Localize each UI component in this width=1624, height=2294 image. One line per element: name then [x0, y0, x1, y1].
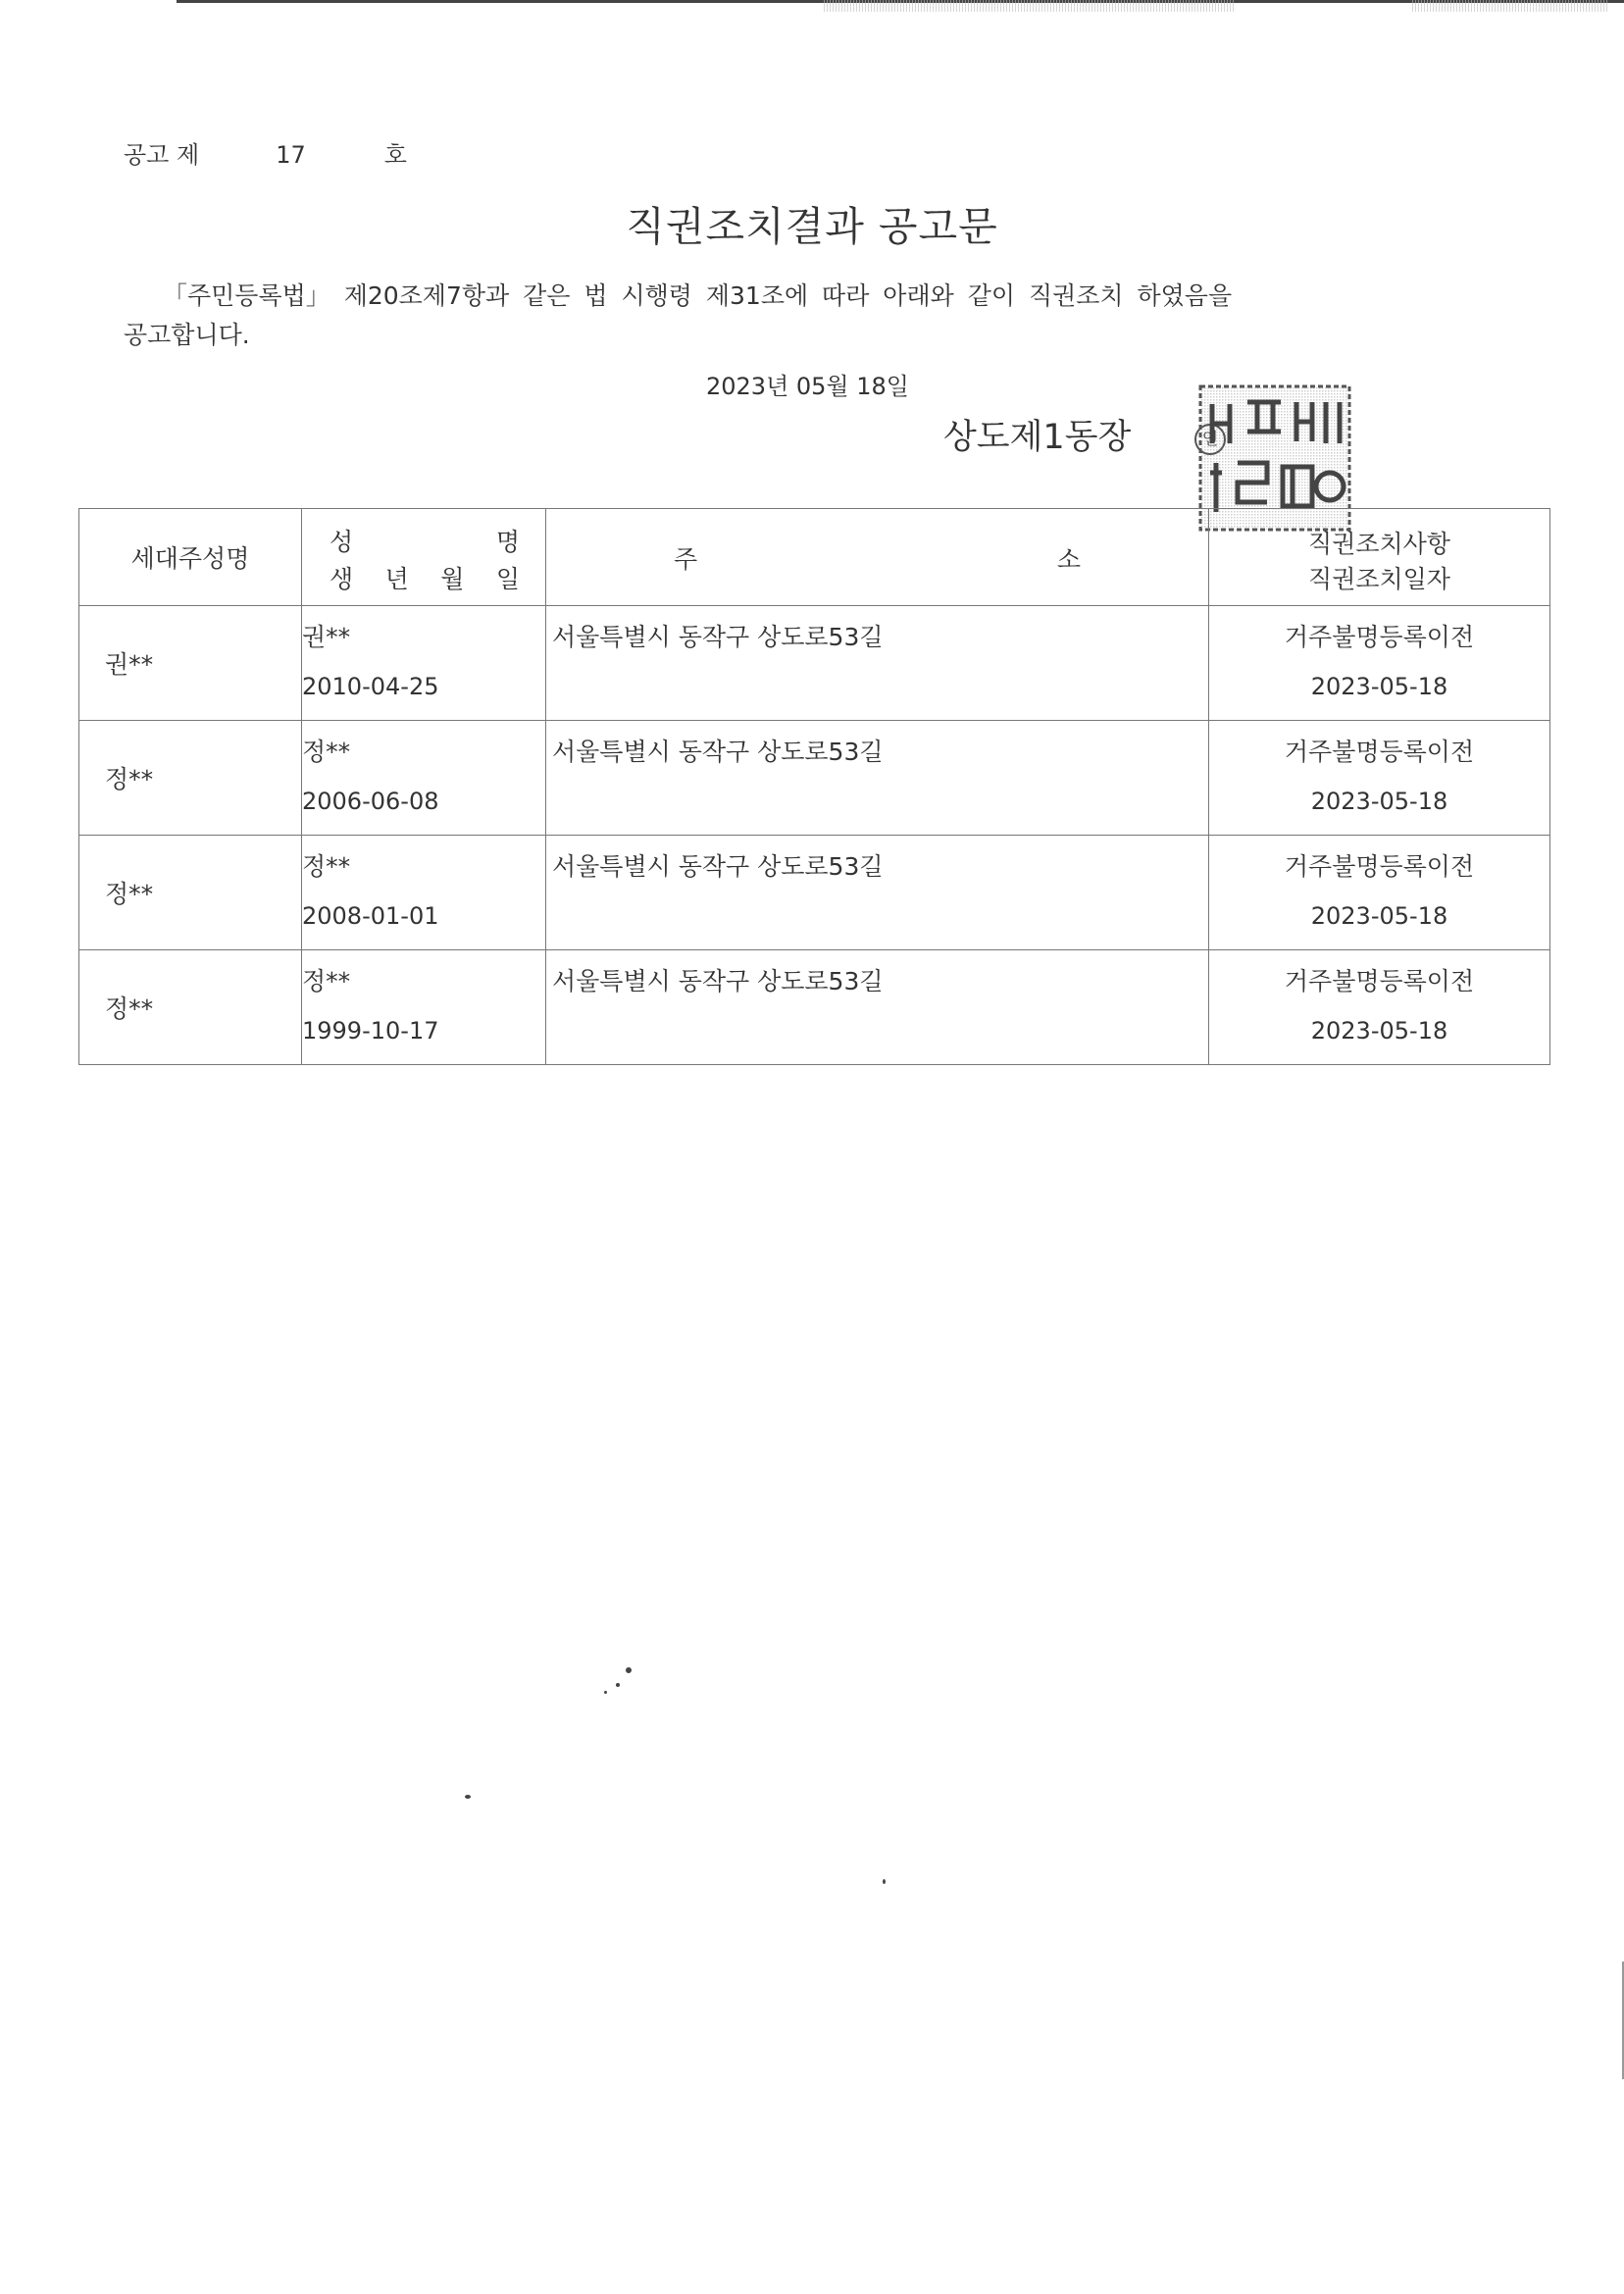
table-row: [79, 606, 1550, 721]
header-name-birth: 성 명 생 년 월 일: [302, 509, 546, 606]
issuing-official: 상도제1동장: [943, 418, 1132, 457]
action-cell: 거주불명등록이전 2023-05-18: [1209, 721, 1550, 836]
notice-number: [124, 135, 407, 170]
householder-cell: 정**: [79, 721, 302, 836]
name-birth-cell: 정** 2006-06-08: [302, 721, 546, 836]
notice-body: [124, 277, 1398, 355]
address-cell: 서울특별시 동작구 상도로53길: [546, 721, 1209, 836]
action-cell: 거주불명등록이전 2023-05-18: [1209, 836, 1550, 950]
householder-cell: 권**: [79, 606, 302, 721]
header-action: 직권조치사항 직권조치일자: [1209, 509, 1550, 606]
records-table: [78, 508, 1550, 1065]
scan-speck: [604, 1691, 607, 1694]
address-cell: 서울특별시 동작구 상도로53길: [546, 836, 1209, 950]
scan-speck: [626, 1667, 632, 1673]
header-address: 주 소: [546, 509, 1209, 606]
address-cell: 서울특별시 동작구 상도로53길: [546, 606, 1209, 721]
table-row: [79, 950, 1550, 1065]
body-line-2: 공고합니다.: [124, 321, 250, 349]
householder-cell: 정**: [79, 950, 302, 1065]
scan-speck: [465, 1795, 471, 1799]
address-cell: 서울특별시 동작구 상도로53길: [546, 950, 1209, 1065]
name-birth-cell: 정** 2008-01-01: [302, 836, 546, 950]
header-householder: 세대주성명: [79, 509, 302, 606]
notice-number-value: 17: [276, 141, 306, 169]
scan-speck: [616, 1683, 620, 1687]
notice-label: 공고 제: [124, 141, 200, 169]
name-birth-cell: 권** 2010-04-25: [302, 606, 546, 721]
body-line-1: 「주민등록법」 제20조제7항과 같은 법 시행령 제31조에 따라 아래와 같이 직권조치 하였음을: [163, 281, 1233, 310]
scan-edge: [0, 0, 1624, 16]
action-cell: 거주불명등록이전 2023-05-18: [1209, 606, 1550, 721]
householder-cell: 정**: [79, 836, 302, 950]
table-row: [79, 721, 1550, 836]
table-header-row: [79, 509, 1550, 606]
name-birth-cell: 정** 1999-10-17: [302, 950, 546, 1065]
seal-mark: 인: [1194, 424, 1226, 455]
scan-speck: [883, 1879, 886, 1884]
notice-date: 2023년 05월 18일: [706, 373, 909, 400]
notice-suffix: 호: [383, 141, 407, 169]
action-cell: 거주불명등록이전 2023-05-18: [1209, 950, 1550, 1065]
table-row: [79, 836, 1550, 950]
document-title: 직권조치결과 공고문: [626, 203, 998, 250]
